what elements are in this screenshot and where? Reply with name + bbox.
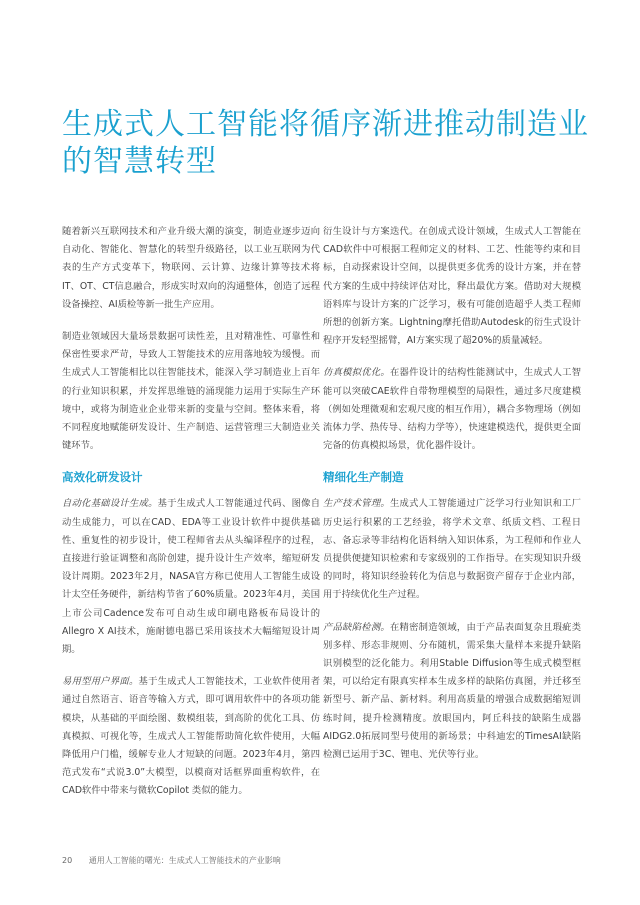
left-column xyxy=(62,223,320,815)
paragraph: 随着新兴互联网技术和产业升级大潮的演变，制造业逐步迈向自动化、智能化、智慧化的转型升级路径，以工业互联网为代表的生产方式变革下，物联网、云计算、边缘计算等技术将IT、OT、CT信息融合，形成实时双向的沟通整体，创造了远程设备操控、AI质检等新一批生产应用。 xyxy=(62,226,320,310)
paragraph-lead: 自动化基础设计生成。 xyxy=(62,498,158,510)
page-title: 生成式人工智能将循序渐进推动制造业的智慧转型 xyxy=(62,107,589,179)
paragraph xyxy=(323,364,581,455)
paragraph: 制造业领域因大量场景数据可读性差，且对精准性、可靠性和保密性要求严苛，导致人工智能技术的应用落地较为缓慢。而生成式人工智能相比以往智能技术，能深入学习制造业上百年的行业知识积累，并发挥思维链的涌现能力运用于实际生产环境中，或将为制造业企业带来新的变量与空间。整体来看，将不同程度地赋能研发设计、生产制造、运营管理三大制造业关键环节。 xyxy=(62,331,320,452)
paragraph xyxy=(323,619,581,765)
paragraph-lead: 仿真模拟优化。 xyxy=(323,367,390,379)
paragraph-lead: 产品缺陷检测。 xyxy=(323,621,390,633)
paragraph xyxy=(323,495,581,604)
page-number: 20 xyxy=(62,856,73,865)
page-footer xyxy=(62,855,281,866)
section-heading: 精细化生产制造 xyxy=(323,470,404,485)
section-heading: 高效化研发设计 xyxy=(62,470,143,485)
paragraph-body: 在精密制造领域，由于产品表面复杂且瑕疵类别多样、形态非规则、分布随机，需采集大量样本来提升缺陷识别模型的泛化能力。利用Stable Diffusion等生成式模型框架，可以给定有限真实样本生成多样的缺陷仿真图，并迁移至新型号、新产品、新材料。利用高质量的增强合成数据缩短训练时间，提升检测精度。放眼国内，阿丘科技的缺陷生成器AIDG2.0拓展同型号使用的新场景；中科迪宏的TimesAI缺陷检测已运用于3C、锂电、光伏等行业。 xyxy=(323,621,581,761)
paragraph-body: 生成式人工智能通过广泛学习行业知识和工厂历史运行积累的工艺经验，将学术文章、纸质文档、工程日志、备忘录等非结构化语料纳入知识体系，为工程师和作业人员提供便捷知识检索和专家级别的工作指导。在实现知识升级的同时，将知识经验转化为信息与数据资产留存于企业内部，用于持续优化生产过程。 xyxy=(323,498,581,601)
paragraph-body: 在器件设计的结构性能测试中，生成式人工智能可以突破CAE软件自带物理模型的局限性，通过多尺度建模（例如处理微观和宏观尺度的相互作用），耦合多物理场（例如流体力学、热传导、结构力学等），快速建模迭代，提供更全面完备的仿真模拟场景，优化器件设计。 xyxy=(323,367,581,452)
footer-text: 通用人工智能的曙光：生成式人工智能技术的产业影响 xyxy=(88,856,281,865)
right-column xyxy=(323,223,581,778)
paragraph xyxy=(62,495,320,659)
paragraph-body: 基于生成式人工智能技术，工业软件使用者通过自然语言、语音等输入方式，即可调用软件中的各项功能模块，从基础的平面绘图、数模组装，到高阶的优化工具、仿真模拟、可视化等，生成式人工智能帮助简化软件使用，大幅降低用户门槛，缓解专业人才短缺的问题。2023年4月，第四范式发布“式说3.0”大模型，以模商对话框界面重构软件，在CAD软件中带来与微软Copilot 类似的能力。 xyxy=(62,676,320,797)
paragraph: 衍生设计与方案迭代。在创成式设计领域，生成式人工智能在CAD软件中可根据工程师定义的材料、工艺、性能等约束和目标，自动探索设计空间，以提供更多优秀的设计方案，并在替代方案的生成中持续评估对比，释出最优方案。借助对大规模语料库与设计方案的广泛学习，极有可能创造超乎人类工程师所想的创新方案。Lightning摩托借助Autodesk的衍生式设计程序开发轻型摇臂，AI方案实现了超20%的质量减轻。 xyxy=(323,226,581,347)
paragraph-lead: 易用型用户界面。 xyxy=(62,676,139,688)
paragraph-body: 基于生成式人工智能通过代码、图像自动生成能力，可以在CAD、EDA等工业设计软件中提供基础性、重复性的初步设计，使工程师省去从头编译程序的过程，直接进行验证调整和高阶创建，提升设计生产效率，缩短研发设计周期。2023年2月，NASA官方称已使用人工智能生成设计太空任务硬件，新结构节省了60%质量。2023年4月，美国上市公司Cadence发布可自动生成印刷电路板布局设计的Allegro X AI技术，施耐德电器已采用该技术大幅缩短设计周期。 xyxy=(62,498,320,656)
paragraph xyxy=(62,673,320,800)
paragraph-lead: 生产技术管理。 xyxy=(323,498,390,510)
